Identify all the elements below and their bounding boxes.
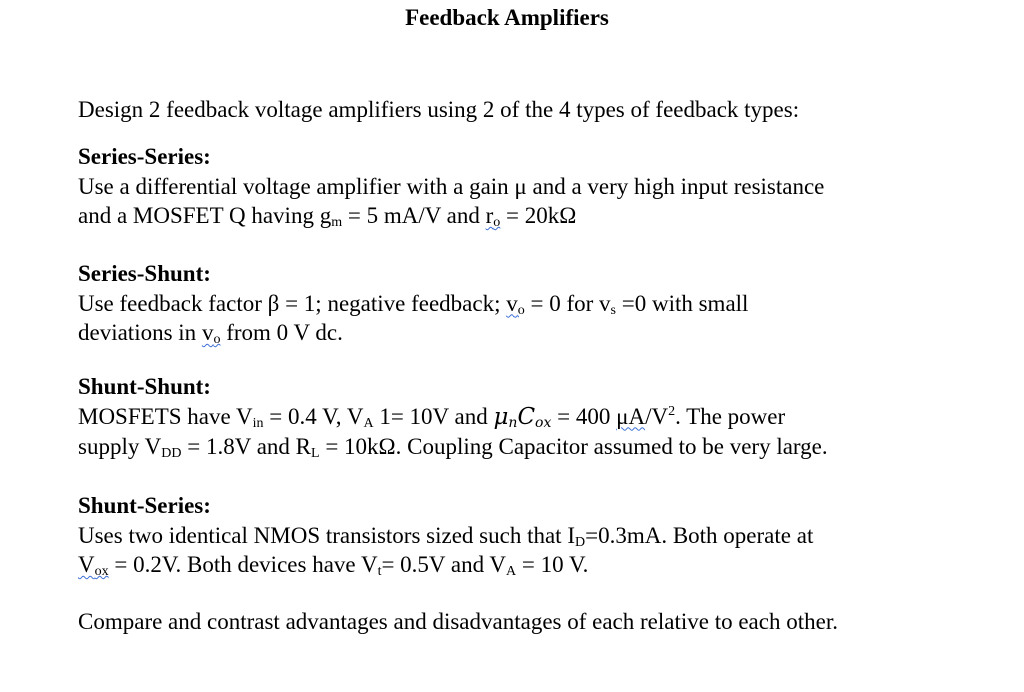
text-fragment: Use feedback factor β = 1; negative feedback; [78, 290, 507, 316]
section-heading-shunt-shunt: Shunt-Shunt: [78, 374, 211, 399]
subscript-ro: o [493, 215, 501, 230]
vo-symbol [202, 320, 221, 345]
text-fragment: and a MOSFET Q having g [78, 203, 332, 228]
text-fragment: = 0.4 V, V [263, 403, 364, 429]
subscript-va: A [363, 415, 374, 431]
subscript-vo: o [517, 302, 525, 318]
text-fragment: 1= 10V and [373, 403, 494, 429]
subscript-rl: L [311, 446, 320, 461]
subscript-gm: m [331, 215, 343, 230]
series-series-line-1: Use a differential voltage amplifier with a gain μ and a very high input resistance [78, 173, 825, 199]
section-shunt-series [78, 491, 813, 580]
subscript-vdd: DD [161, 446, 182, 461]
superscript-2: 2 [668, 403, 676, 419]
subscript-vt: t [377, 564, 382, 579]
subscript-vs: s [610, 302, 616, 318]
page-title: Feedback Amplifiers [405, 5, 609, 30]
text-fragment: =0.3mA. Both operate at [585, 522, 814, 548]
vo-letter: v [506, 290, 518, 316]
text-fragment: =0 with small [616, 290, 749, 316]
vo-letter: v [201, 320, 214, 345]
section-heading-series-series: Series-Series: [78, 144, 211, 169]
text-fragment: = 5 mA/V and [342, 203, 486, 228]
subscript-va: A [506, 564, 517, 579]
vov-symbol [78, 552, 109, 577]
mu-symbol: μ [493, 403, 509, 430]
subscript-n: n [508, 414, 518, 431]
c-symbol: C [517, 403, 536, 430]
subscript-id: D [574, 534, 586, 550]
subscript-vo: o [213, 332, 221, 347]
mu-n-cox-expression [493, 404, 551, 430]
shunt-series-line-2 [78, 550, 813, 580]
series-shunt-line-2 [78, 318, 748, 348]
subscript-vov: ox [94, 564, 109, 579]
shunt-shunt-line-2 [78, 432, 828, 462]
vov-letter: V [78, 552, 95, 577]
text-fragment: = 0.2V. Both devices have V [108, 552, 378, 577]
text-fragment: supply V [78, 434, 162, 459]
text-fragment: = 20kΩ [500, 203, 577, 228]
micro-amp-unit: μA [616, 403, 646, 429]
ro-symbol [486, 203, 501, 228]
text-fragment: /V [645, 403, 669, 429]
text-fragment: = 0 for v [524, 290, 611, 316]
text-fragment: = 1.8V and R [181, 434, 311, 459]
text-fragment: = 400 [551, 403, 617, 429]
intro-paragraph: Design 2 feedback voltage amplifiers using 2 of the 4 types of feedback types: [78, 97, 800, 122]
section-series-shunt [78, 259, 748, 348]
text-fragment: from 0 V dc. [220, 320, 343, 345]
shunt-series-line-1 [78, 521, 813, 551]
text-fragment: = 10 V. [516, 552, 589, 577]
shunt-shunt-line-1 [78, 402, 828, 433]
ro-letter: r [485, 203, 494, 228]
text-fragment: Uses two identical NMOS transistors sized such that I [78, 522, 575, 548]
text-fragment: = 10kΩ. Coupling Capacitor assumed to be very large. [319, 434, 828, 459]
conclusion-paragraph: Compare and contrast advantages and disadvantages of each relative to each other. [78, 609, 838, 634]
section-heading-shunt-series: Shunt-Series: [78, 493, 211, 518]
subscript-ox: ox [535, 414, 552, 431]
section-shunt-shunt [78, 372, 828, 462]
text-fragment: . The power [675, 403, 786, 429]
subscript-vin: in [252, 415, 264, 431]
section-heading-series-shunt: Series-Shunt: [78, 261, 211, 286]
text-fragment: = 0.5V and V [381, 552, 507, 577]
vo-symbol [506, 291, 525, 316]
section-series-series [78, 142, 824, 231]
text-fragment: MOSFETS have V [78, 403, 253, 429]
series-shunt-line-1 [78, 289, 748, 319]
text-fragment: deviations in [78, 320, 202, 345]
series-series-line-2 [78, 201, 824, 231]
